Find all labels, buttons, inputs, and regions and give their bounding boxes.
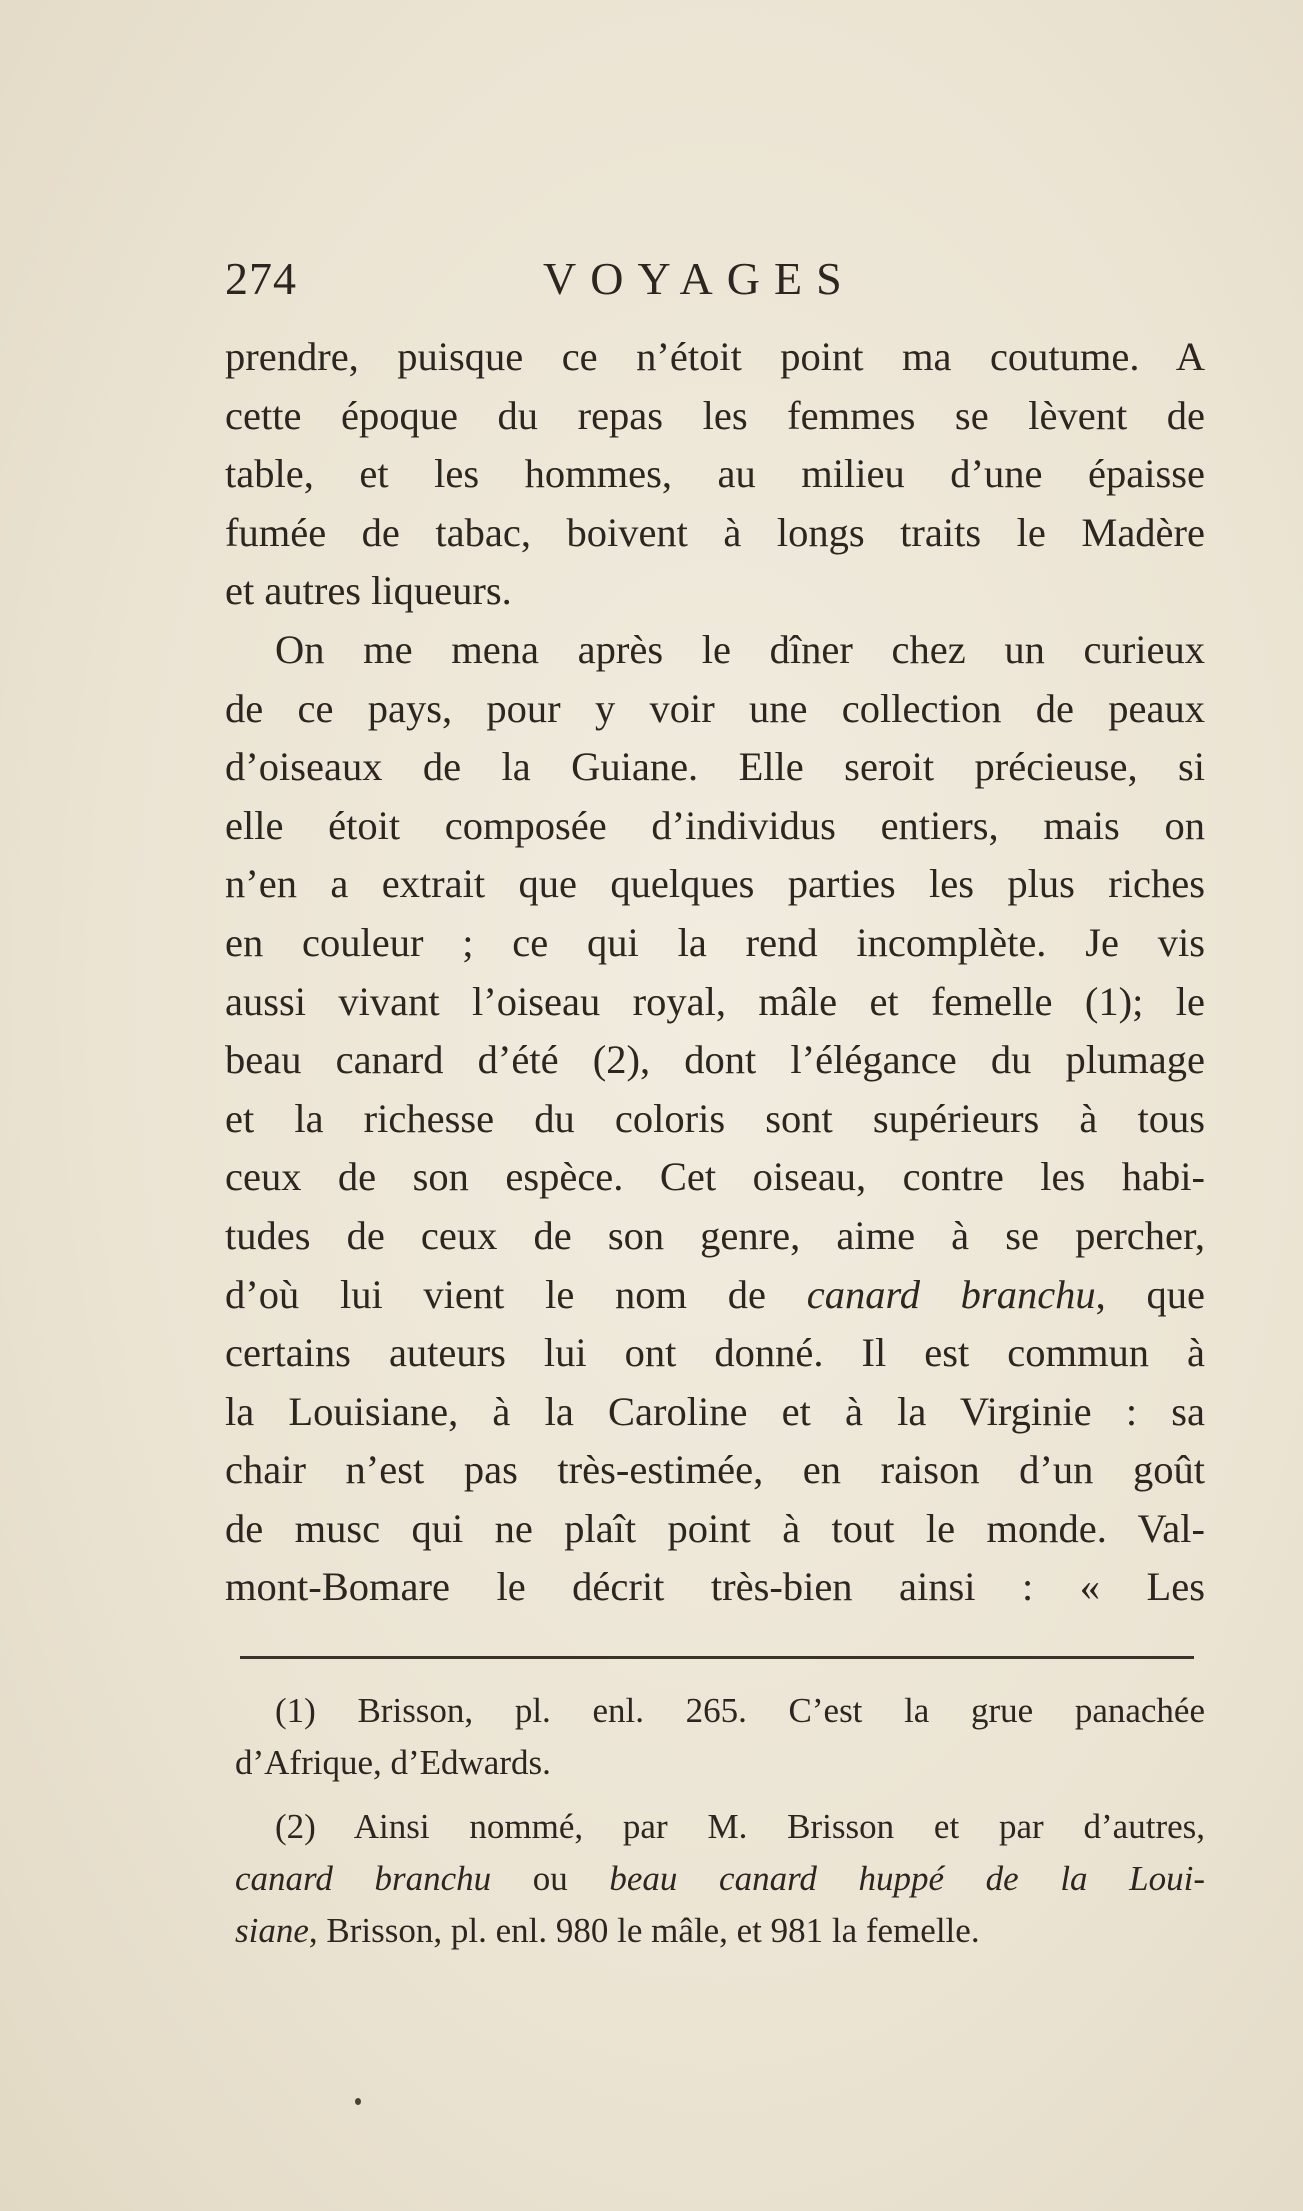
italic-term: canard branchu (235, 1859, 492, 1898)
text-line: d’oiseaux de la Guiane. Elle seroit précieuse, si (225, 744, 1205, 790)
italic-term: siane (235, 1911, 309, 1950)
text-line: certains auteurs lui ont donné. Il est commun à (225, 1330, 1205, 1376)
text-line: chair n’est pas très-estimée, en raison d’un goût (225, 1447, 1205, 1493)
italic-term: canard branchu (806, 1271, 1096, 1317)
text-line: et autres liqueurs. (225, 568, 512, 614)
footnote-1 (235, 1685, 1205, 1789)
footnotes (235, 1685, 1205, 1969)
footnote-line: (2) Ainsi nommé, par M. Brisson et par d’autres, (275, 1807, 1205, 1846)
footnote-line: (1) Brisson, pl. enl. 265. C’est la grue panachée (275, 1691, 1205, 1730)
ink-speck (355, 2098, 361, 2105)
paragraph-start: On me mena après le dîner chez un curieux (275, 626, 1205, 672)
footnote-line: d’Afrique, d’Edwards. (235, 1743, 551, 1782)
text-segment: d’où lui vient le nom de (225, 1271, 767, 1317)
footnote-2 (235, 1801, 1205, 1957)
footnote-line-mixed (235, 1905, 1205, 1957)
running-title: VOYAGES (543, 253, 856, 304)
text-line: de musc qui ne plaît point à tout le monde. Val- (225, 1505, 1205, 1551)
italic-term: beau canard huppé de la Loui- (609, 1859, 1206, 1898)
text-segment: ou (491, 1859, 610, 1898)
text-line: elle étoit composée d’individus entiers, mais on (225, 802, 1205, 848)
text-line: table, et les hommes, au milieu d’une épaisse (225, 451, 1205, 497)
footnote-divider (240, 1656, 1194, 1659)
text-line: et la richesse du coloris sont supérieurs à tous (225, 1095, 1205, 1141)
text-line: prendre, puisque ce n’étoit point ma coutume. A (225, 334, 1205, 379)
footnote-line-mixed (235, 1853, 1205, 1905)
body-text (225, 328, 1205, 1617)
text-line: fumée de tabac, boivent à longs traits le Madère (225, 509, 1205, 555)
text-line: la Louisiane, à la Caroline et à la Virginie : sa (225, 1388, 1205, 1434)
text-line: de ce pays, pour y voir une collection de peaux (225, 685, 1205, 731)
page-number: 274 (225, 253, 297, 304)
text-line: beau canard d’été (2), dont l’élégance du plumage (225, 1037, 1205, 1083)
text-line: ceux de son espèce. Cet oiseau, contre les habi- (225, 1154, 1205, 1200)
text-segment: , Brisson, pl. enl. 980 le mâle, et 981 la femelle. (308, 1911, 980, 1950)
text-segment: , que (1095, 1271, 1205, 1317)
text-line: cette époque du repas les femmes se lèvent de (225, 392, 1205, 438)
page-header (225, 252, 1205, 312)
text-line: en couleur ; ce qui la rend incomplète. Je vis (225, 919, 1205, 965)
text-line: aussi vivant l’oiseau royal, mâle et femelle (1); le (225, 978, 1205, 1024)
text-line: tudes de ceux de son genre, aime à se percher, (225, 1212, 1205, 1258)
text-line: mont-Bomare le décrit très-bien ainsi : « Les (225, 1564, 1205, 1610)
text-line-mixed (225, 1266, 1205, 1325)
text-line: n’en a extrait que quelques parties les plus riches (225, 861, 1205, 907)
